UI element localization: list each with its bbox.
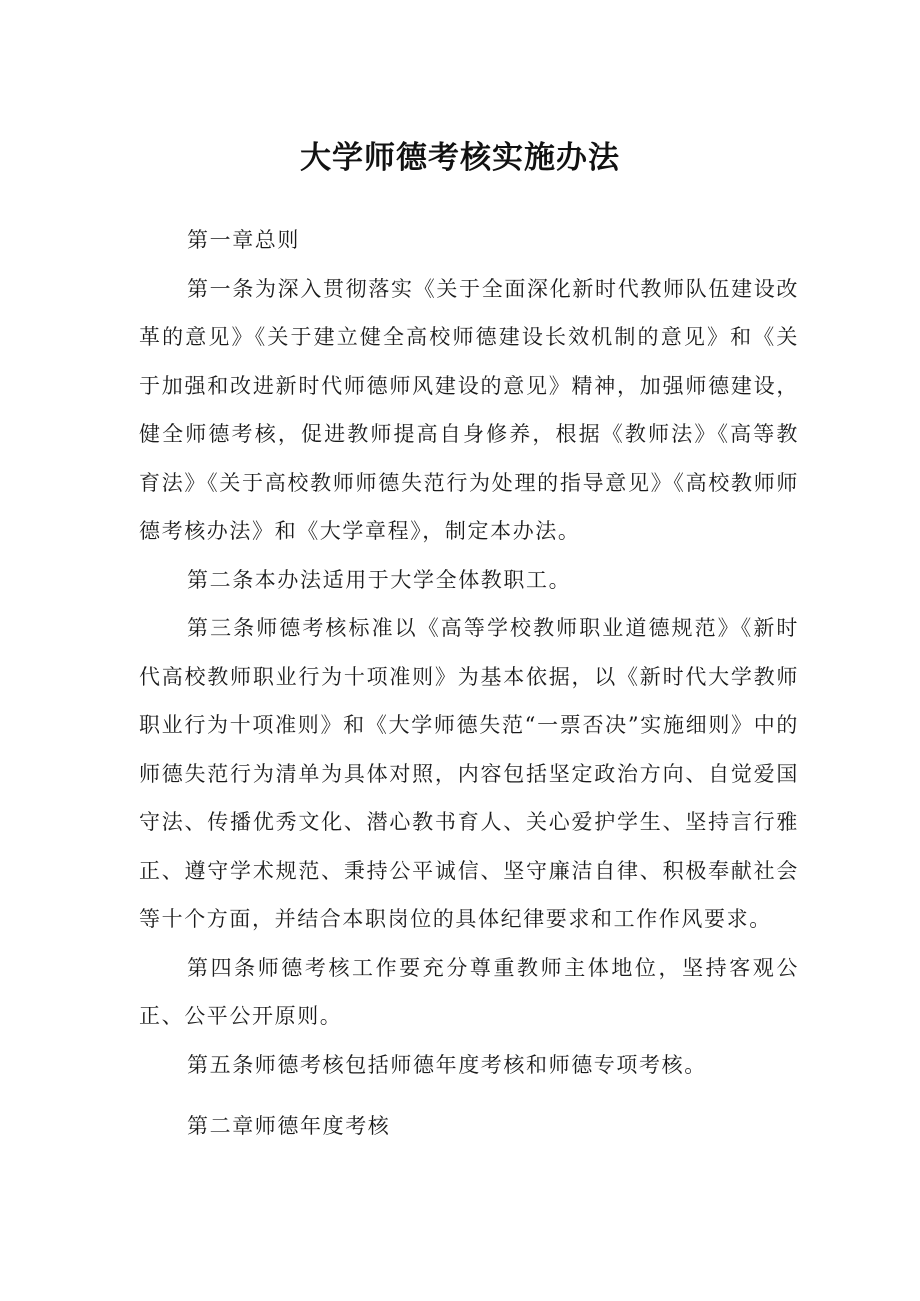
article-paragraph: 第二条本办法适用于大学全体教职工。 — [187, 567, 572, 592]
spacer — [139, 1089, 799, 1102]
article-paragraph: 第一条为深入贯彻落实《关于全面深化新时代教师队伍建设改革的意见》《关于建立健全高校师德建设长效机制的意见》和《关于加强和改进新时代师德师风建设的意见》精神，加强师德建设，健全师德考核，促进教师提高自身修养，根据《教师法》《高等教育法》《关于高校教师师德失范行为处理的指导意见》《高校教师师德考核办法》和《大学章程》，制定本办法。 — [139, 276, 799, 543]
document-title: 大学师德考核实施办法 — [300, 140, 620, 176]
article-paragraph: 第三条师德考核标准以《高等学校教师职业道德规范》《新时代高校教师职业行为十项准则》为基本依据，以《新时代大学教师职业行为十项准则》和《大学师德失范“一票否决”实施细则》中的师德失范行为清单为具体对照，内容包括坚定政治方向、自觉爱国守法、传播优秀文化、潜心教书育人、关心爱护学生、坚持言行雅正、遵守学术规范、秉持公平诚信、坚守廉洁自律、积极奉献社会等十个方面，并结合本职岗位的具体纪律要求和工作作风要求。 — [139, 616, 799, 931]
chapter-heading: 第一章总则 — [187, 228, 300, 252]
article-paragraph: 第四条师德考核工作要充分尊重教师主体地位，坚持客观公正、公平公开原则。 — [139, 955, 799, 1028]
document-body — [139, 216, 799, 1151]
chapter-heading: 第二章师德年度考核 — [187, 1114, 391, 1138]
article-paragraph: 第五条师德考核包括师德年度考核和师德专项考核。 — [187, 1052, 707, 1077]
